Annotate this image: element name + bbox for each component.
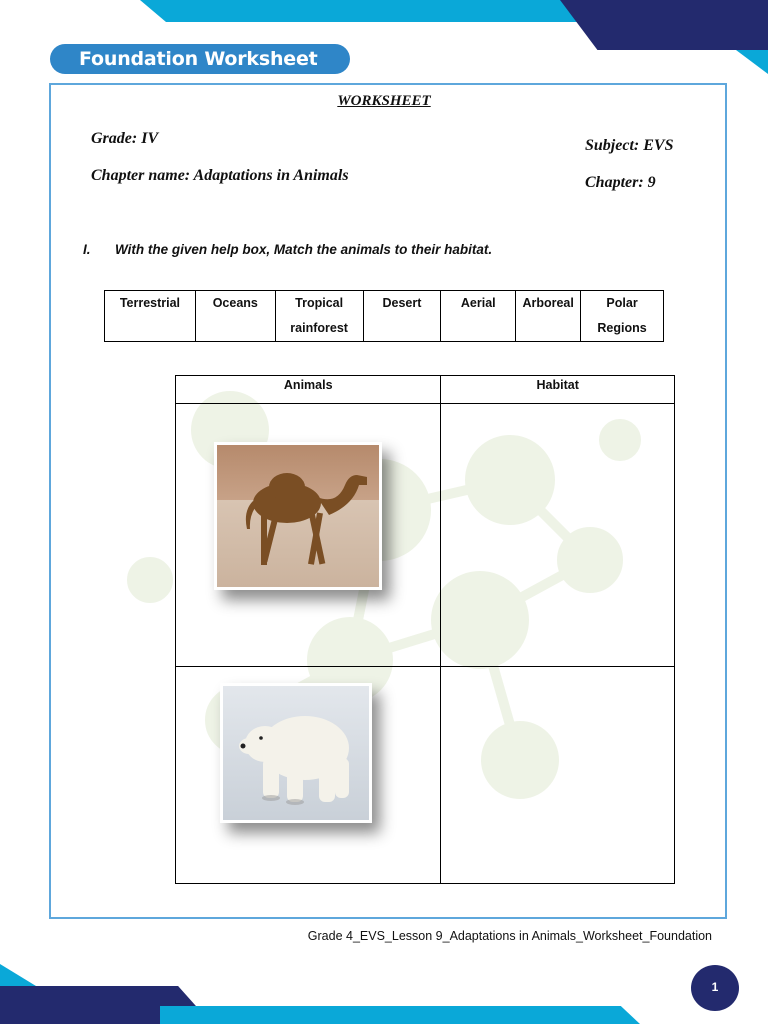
help-box: [104, 290, 664, 342]
header-band-tip: [736, 50, 768, 74]
animal-cell: [176, 667, 441, 884]
subject-label: Subject: EVS: [585, 137, 674, 154]
page-number: 1: [691, 965, 739, 1011]
help-box-item: Terrestrial: [105, 291, 196, 342]
grade-label: Grade: IV: [91, 130, 159, 147]
question-number: I.: [83, 242, 91, 257]
question-text: With the given help box, Match the animals to their habitat.: [115, 242, 493, 257]
worksheet-badge: Foundation Worksheet: [50, 44, 350, 74]
worksheet-title: WORKSHEET: [337, 93, 431, 109]
chapter-number-label: Chapter: 9: [585, 174, 656, 191]
animals-column-header: Animals: [176, 376, 441, 404]
help-box-item: Tropical rainforest: [275, 291, 363, 342]
match-table: [175, 375, 675, 884]
help-box-item: Aerial: [441, 291, 516, 342]
help-box-item: Oceans: [195, 291, 275, 342]
header-band-navy: [560, 0, 768, 50]
polar-bear-photo: [220, 683, 372, 823]
chapter-name-label: Chapter name: Adaptations in Animals: [91, 167, 349, 184]
habitat-answer-cell[interactable]: [441, 404, 675, 667]
help-box-item: Arboreal: [516, 291, 581, 342]
habitat-column-header: Habitat: [441, 376, 675, 404]
help-box-item: Desert: [363, 291, 441, 342]
animal-cell: [176, 404, 441, 667]
footer-band-cyan: [160, 1006, 640, 1024]
footer-band-tip: [0, 964, 36, 986]
camel-photo: [214, 442, 382, 590]
habitat-answer-cell[interactable]: [441, 667, 675, 884]
help-box-item: Polar Regions: [581, 291, 664, 342]
footer-caption: Grade 4_EVS_Lesson 9_Adaptations in Animals_Worksheet_Foundation: [307, 929, 712, 943]
